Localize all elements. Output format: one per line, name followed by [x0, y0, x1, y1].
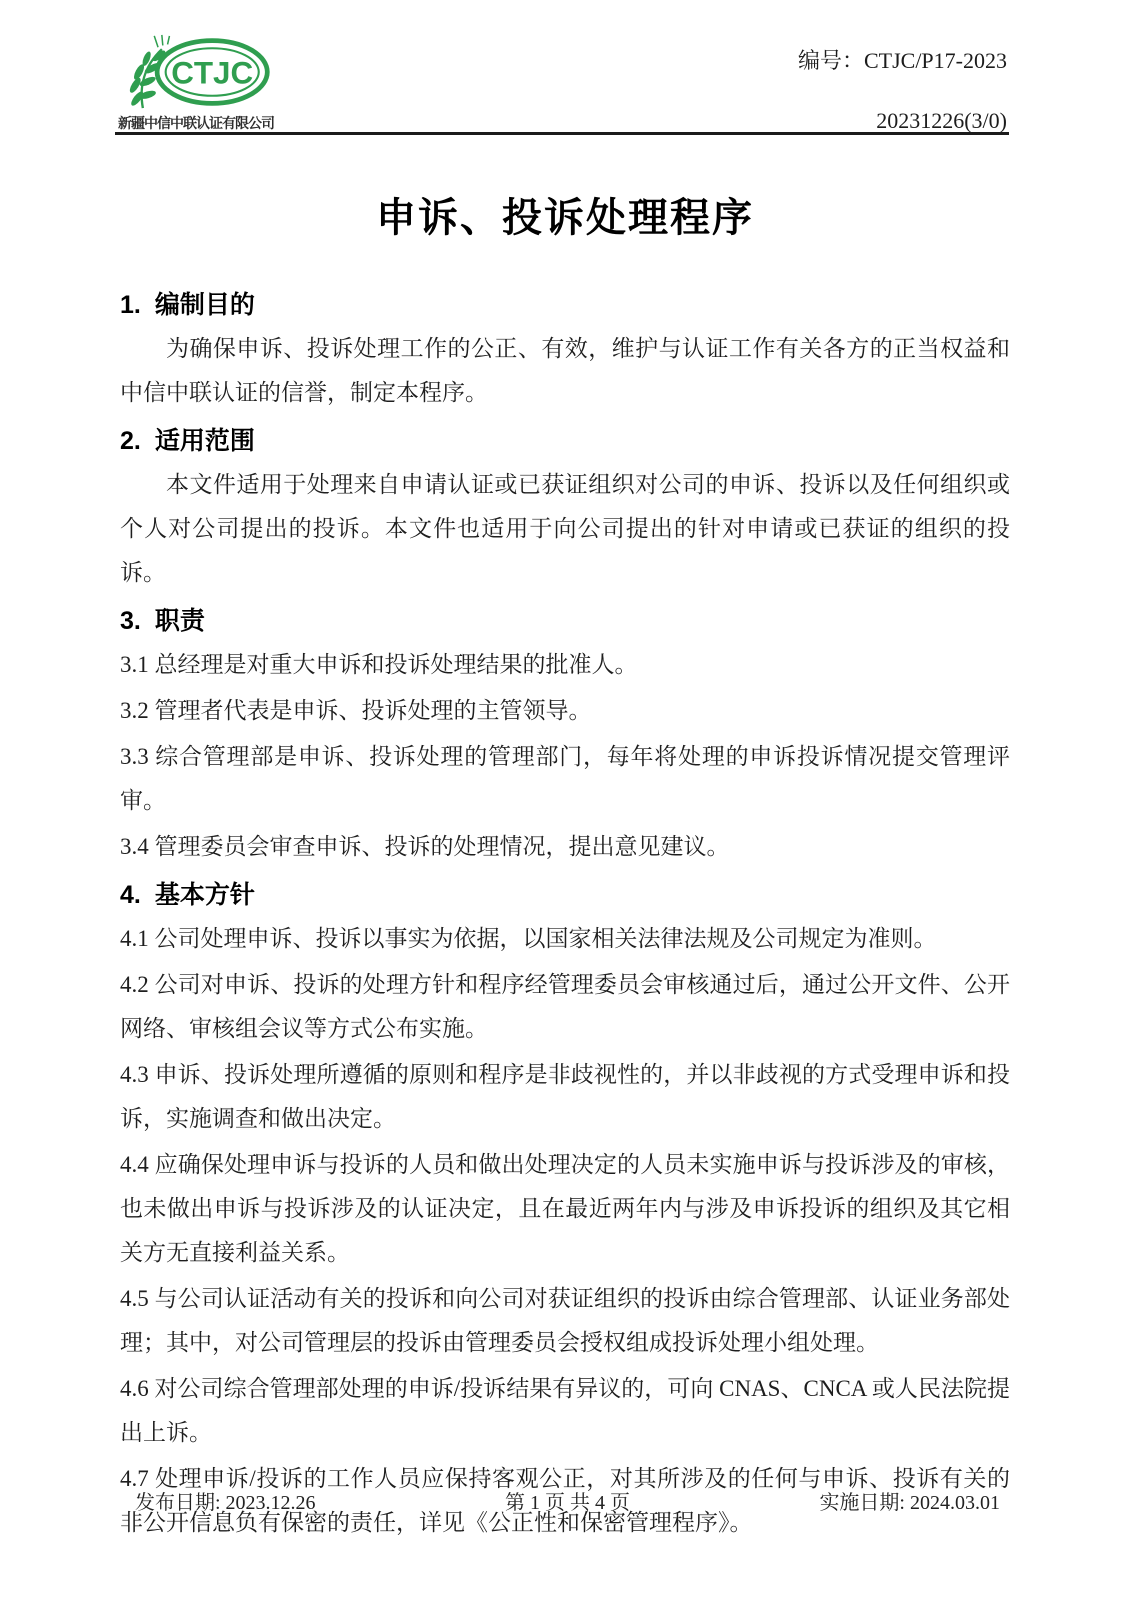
page-footer [135, 1486, 1000, 1515]
clause-3-2: 3.2 管理者代表是申诉、投诉处理的主管领导。 [120, 698, 592, 723]
clause-4-2: 4.2 公司对申诉、投诉的处理方针和程序经管理委员会审核通过后，通过公开文件、公开网络、审核组会议等方式公布实施。 [120, 972, 1010, 1041]
section-4-heading [120, 875, 1010, 915]
doc-revision-code: 20231226(3/0) [876, 108, 1007, 133]
page-title: 申诉、投诉处理程序 [376, 196, 754, 240]
implement-date: 实施日期: 2024.03.01 [819, 1492, 1000, 1514]
header-divider [115, 132, 1009, 135]
section-1-heading [120, 285, 1010, 325]
section-1-label: 编制目的 [154, 291, 255, 319]
clause-4-1: 4.1 公司处理申诉、投诉以事实为依据，以国家相关法律法规及公司规定为准则。 [120, 926, 937, 951]
company-logo-block [118, 34, 288, 133]
section-2-heading [120, 421, 1010, 461]
section-3-label: 职责 [154, 607, 205, 635]
section-4-label: 基本方针 [154, 881, 255, 909]
wheat-icon [128, 35, 170, 108]
clause-4-3: 4.3 申诉、投诉处理所遵循的原则和程序是非歧视性的，并以非歧视的方式受理申诉和投诉，实施调查和做出决定。 [120, 1062, 1010, 1131]
document-body [120, 150, 1010, 1547]
page-number: 第 1 页 共 4 页 [505, 1492, 630, 1514]
section-3-heading [120, 601, 1010, 641]
clause-4-4: 4.4 应确保处理申诉与投诉的人员和做出处理决定的人员未实施申诉与投诉涉及的审核，也未做出申诉与投诉涉及的认证决定，且在最近两年内与涉及申诉投诉的组织及其它相关方无直接利益关系。 [120, 1152, 1010, 1265]
clause-4-5: 4.5 与公司认证活动有关的投诉和向公司对获证组织的投诉由综合管理部、认证业务部处理；其中，对公司管理层的投诉由管理委员会授权组成投诉处理小组处理。 [120, 1286, 1010, 1355]
clause-3-1: 3.1 总经理是对重大申诉和投诉处理结果的批准人。 [120, 652, 638, 677]
logo-text: CTJC [171, 55, 254, 91]
section-4-number: 4. [120, 881, 141, 909]
clause-3-4: 3.4 管理委员会审查申诉、投诉的处理情况，提出意见建议。 [120, 834, 730, 859]
section-2-number: 2. [120, 427, 141, 455]
company-name: 新疆中信中联认证有限公司 [118, 115, 274, 131]
clause-3-3: 3.3 综合管理部是申诉、投诉处理的管理部门，每年将处理的申诉投诉情况提交管理评审。 [120, 744, 1010, 813]
section-3-number: 3. [120, 607, 141, 635]
section-2-paragraph: 本文件适用于处理来自申请认证或已获证组织对公司的申诉、投诉以及任何组织或个人对公司提出的投诉。本文件也适用于向公司提出的针对申请或已获证的组织的投诉。 [120, 472, 1010, 585]
doc-number: 编号：CTJC/P17-2023 [797, 48, 1007, 73]
section-1-paragraph: 为确保申诉、投诉处理工作的公正、有效，维护与认证工作有关各方的正当权益和中信中联认证的信誉，制定本程序。 [120, 336, 1010, 405]
clause-4-7: 4.7 处理申诉/投诉的工作人员应保持客观公正，对其所涉及的任何与申诉、投诉有关的非公开信息负有保密的责任，详见《公正性和保密管理程序》。 [120, 1466, 1010, 1535]
document-header-right [798, 44, 1007, 134]
section-1-number: 1. [120, 291, 141, 319]
section-2-label: 适用范围 [154, 427, 255, 455]
clause-4-6: 4.6 对公司综合管理部处理的申诉/投诉结果有异议的，可向 CNAS、CNCA 或人民法院提出上诉。 [120, 1376, 1010, 1445]
release-date: 发布日期: 2023.12.26 [135, 1492, 316, 1514]
ctjc-logo-icon [118, 34, 276, 110]
